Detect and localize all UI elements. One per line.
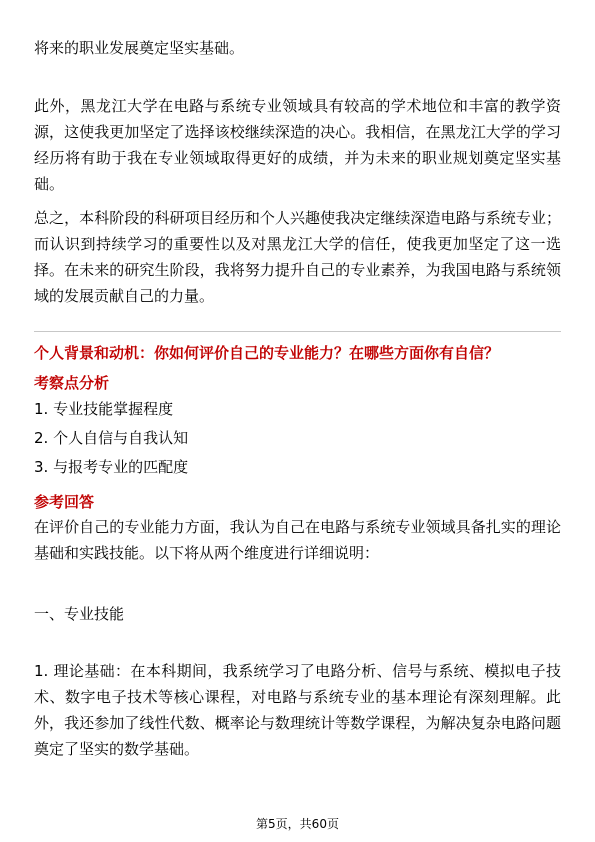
analysis-point: 3. 与报考专业的匹配度: [34, 458, 189, 476]
answer-heading: 参考回答: [34, 493, 95, 511]
answer-section-title: 一、专业技能: [34, 605, 125, 623]
answer-item: 1. 理论基础：在本科期间，我系统学习了电路分析、信号与系统、模拟电子技术、数字电子技术等核心课程，对电路与系统专业的基本理论有深刻理解。此外，我还参加了线性代数、概率论与数理统计等数学课程，为解决复杂电路问题奠定了坚实的数学基础。: [34, 662, 561, 758]
answer-intro: 在评价自己的专业能力方面，我认为自己在电路与系统专业领域具备扎实的理论基础和实践技能。以下将从两个维度进行详细说明：: [34, 518, 561, 562]
analysis-heading: 考察点分析: [34, 374, 110, 392]
section-divider: [34, 331, 561, 332]
paragraph-continuation: 将来的职业发展奠定坚实基础。: [34, 39, 245, 57]
paragraph-school-choice: 此外，黑龙江大学在电路与系统专业领域具有较高的学术地位和丰富的教学资源，这使我更加坚定了选择该校继续深造的决心。我相信，在黑龙江大学的学习经历将有助于我在专业领域取得更好的成绩，并为未来的职业规划奠定坚实基础。: [34, 97, 561, 193]
analysis-point: 1. 专业技能掌握程度: [34, 400, 174, 418]
question-title: 个人背景和动机：你如何评价自己的专业能力？在哪些方面你有自信？: [34, 344, 500, 362]
analysis-point: 2. 个人自信与自我认知: [34, 429, 189, 447]
paragraph-conclusion: 总之，本科阶段的科研项目经历和个人兴趣使我决定继续深造电路与系统专业；而认识到持续学习的重要性以及对黑龙江大学的信任，使我更加坚定了这一选择。在未来的研究生阶段，我将努力提升自己的专业素养，为我国电路与系统领域的发展贡献自己的力量。: [34, 209, 561, 305]
page-number: 第5页，共60页: [256, 817, 339, 831]
